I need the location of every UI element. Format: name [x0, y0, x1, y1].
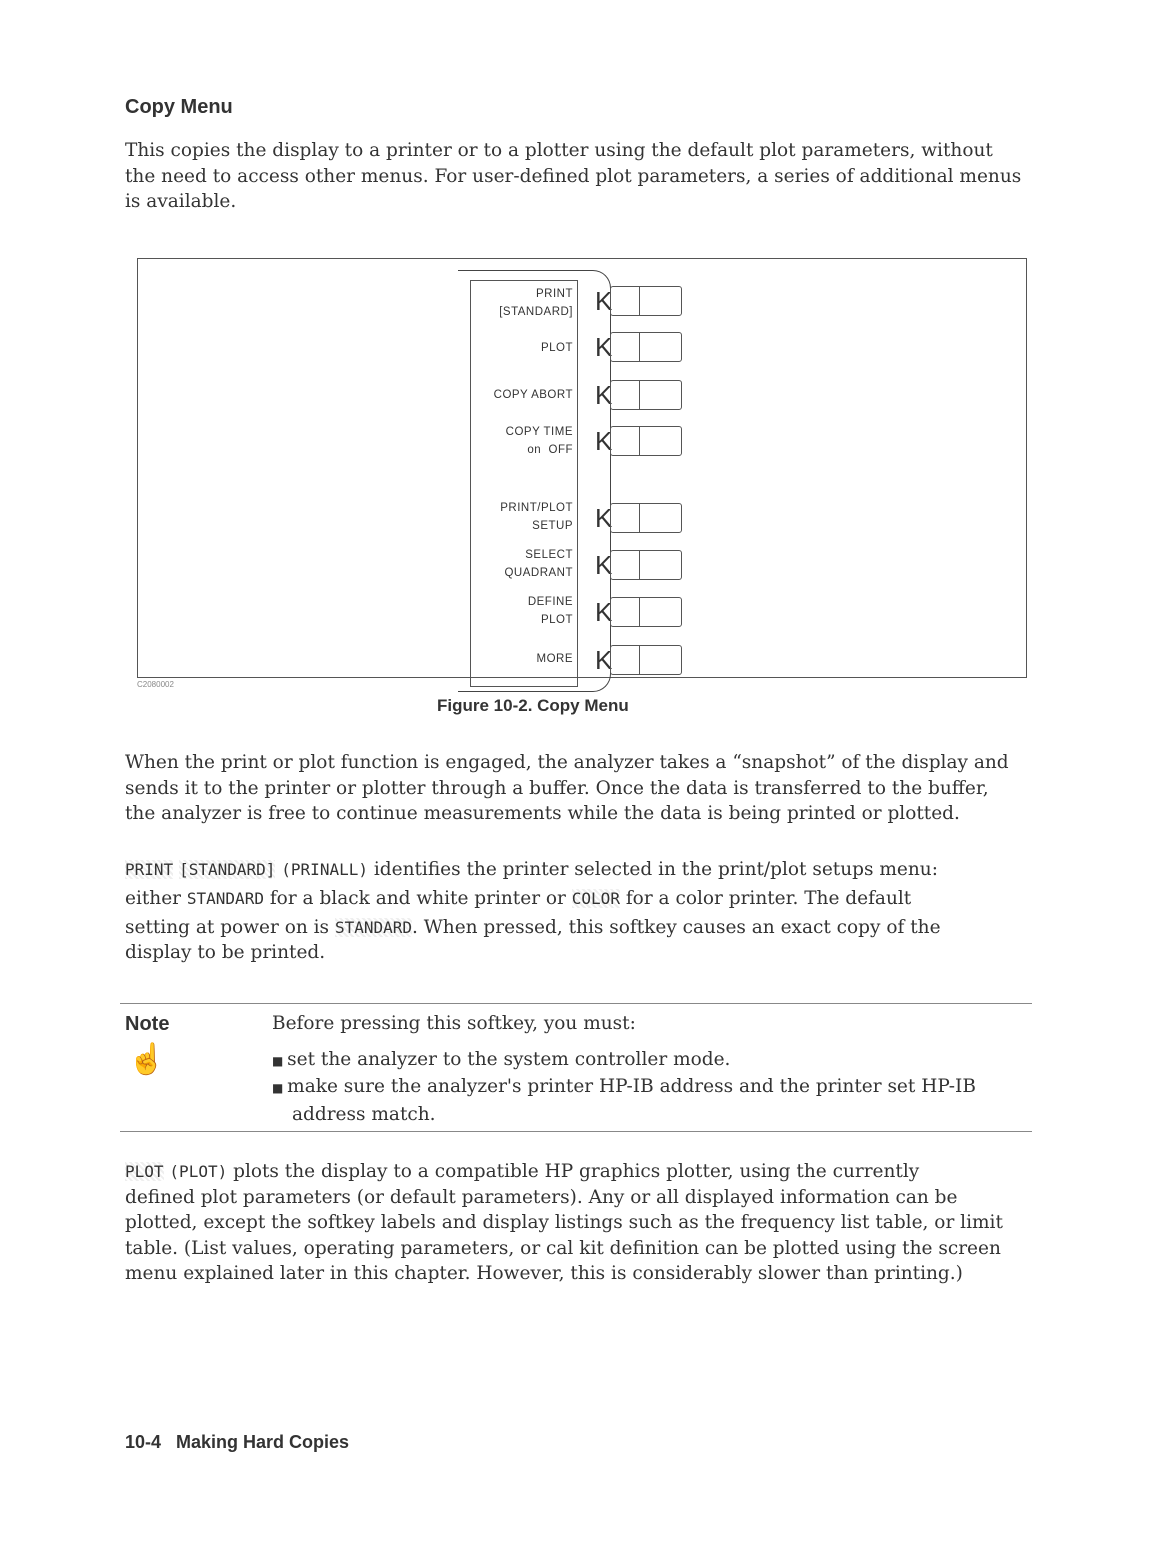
- softkey-ref: PRINT: [125, 860, 174, 879]
- text: setting at power on is: [125, 917, 335, 938]
- softkey-button: K: [595, 550, 685, 580]
- softkey-button: K: [595, 380, 685, 410]
- softkey-button: K: [595, 645, 685, 675]
- softkey-button: K: [595, 426, 685, 456]
- paragraph: [125, 750, 1009, 827]
- softkey-button: K: [595, 597, 685, 627]
- intro-paragraph: [125, 138, 1021, 215]
- softkey-label: QUADRANT: [504, 567, 573, 579]
- softkey-button: K: [595, 286, 685, 316]
- text: display to be printed.: [125, 942, 326, 963]
- softkey-button: K: [595, 503, 685, 533]
- figure-id: C2080002: [137, 680, 174, 689]
- figure-caption: Figure 10-2. Copy Menu: [437, 696, 629, 715]
- softkey-label: SETUP: [532, 520, 573, 532]
- text: identifies the printer selected in the print/plot setups menu:: [367, 859, 938, 880]
- text-line: the need to access other menus. For user-defined plot parameters, a series of additional menus: [125, 165, 1022, 187]
- command-ref: (PLOT): [169, 1162, 228, 1181]
- text-line: This copies the display to a printer or to a plotter using the default plot parameters, without: [125, 140, 993, 161]
- softkey-ref: STANDARD: [334, 918, 412, 937]
- divider: [120, 1003, 1032, 1004]
- softkey-label: PLOT: [540, 614, 573, 626]
- note-body: [272, 1011, 976, 1127]
- note-label: Note: [125, 1013, 170, 1035]
- softkey-ref: STANDARD: [186, 889, 264, 908]
- softkey-label: COPY TIME: [505, 426, 573, 438]
- softkey-button: K: [595, 332, 685, 362]
- command-ref: (PRINALL): [281, 860, 368, 879]
- softkey-label: MORE: [536, 653, 573, 665]
- note-item: ■ make sure the analyzer's printer HP-IB address and the printer set HP-IB: [272, 1076, 976, 1097]
- plot-description: [125, 1159, 1003, 1287]
- text-line: table. (List values, operating parameters, or cal kit definition can be plotted using the screen: [125, 1237, 1001, 1259]
- softkey-label: SELECT: [525, 549, 573, 561]
- divider: [120, 1131, 1032, 1132]
- softkey-label: [STANDARD]: [499, 306, 573, 318]
- page-footer: 10-4 Making Hard Copies: [125, 1432, 350, 1452]
- softkey-label: PRINT: [536, 288, 573, 300]
- softkey-label: DEFINE: [527, 596, 573, 608]
- print-description: [125, 855, 941, 967]
- pointing-hand-icon: ☝: [128, 1042, 166, 1077]
- note-lead: Before pressing this softkey, you must:: [272, 1013, 636, 1034]
- text-line: plotted, except the softkey labels and display listings such as the frequency list table, or limit: [125, 1212, 1003, 1233]
- softkey-label: PRINT/PLOT: [500, 502, 573, 514]
- text: for a black and white printer or: [263, 888, 572, 909]
- text-line: the analyzer is free to continue measurements while the data is being printed or plotted.: [125, 803, 960, 824]
- text-line: menu explained later in this chapter. However, this is considerably slower than printing.): [125, 1263, 963, 1284]
- text: plots the display to a compatible HP graphics plotter, using the currently: [227, 1161, 920, 1182]
- text-line: defined plot parameters (or default parameters). Any or all displayed information can be: [125, 1186, 958, 1208]
- softkey-ref: PLOT: [125, 1162, 164, 1181]
- softkey-label: COPY ABORT: [493, 389, 573, 401]
- note-item: ■ set the analyzer to the system controller mode.: [272, 1048, 731, 1070]
- text-line: is available.: [125, 191, 237, 212]
- softkey-ref: [STANDARD]: [179, 860, 276, 879]
- note-item-cont: address match.: [292, 1103, 436, 1125]
- text: for a color printer. The default: [619, 888, 912, 909]
- text-line: sends it to the printer or plotter through a buffer. Once the data is transferred to the buffer,: [125, 777, 989, 799]
- softkey-menu: [470, 280, 578, 687]
- text-line: When the print or plot function is engaged, the analyzer takes a “snapshot” of the display and: [125, 752, 1009, 773]
- softkey-ref: COLOR: [571, 889, 620, 908]
- softkey-label: on OFF: [527, 444, 573, 456]
- text: . When pressed, this softkey causes an exact copy of the: [412, 917, 941, 938]
- text: either: [125, 888, 187, 909]
- softkey-label: PLOT: [540, 342, 573, 354]
- section-title: Copy Menu: [125, 96, 233, 118]
